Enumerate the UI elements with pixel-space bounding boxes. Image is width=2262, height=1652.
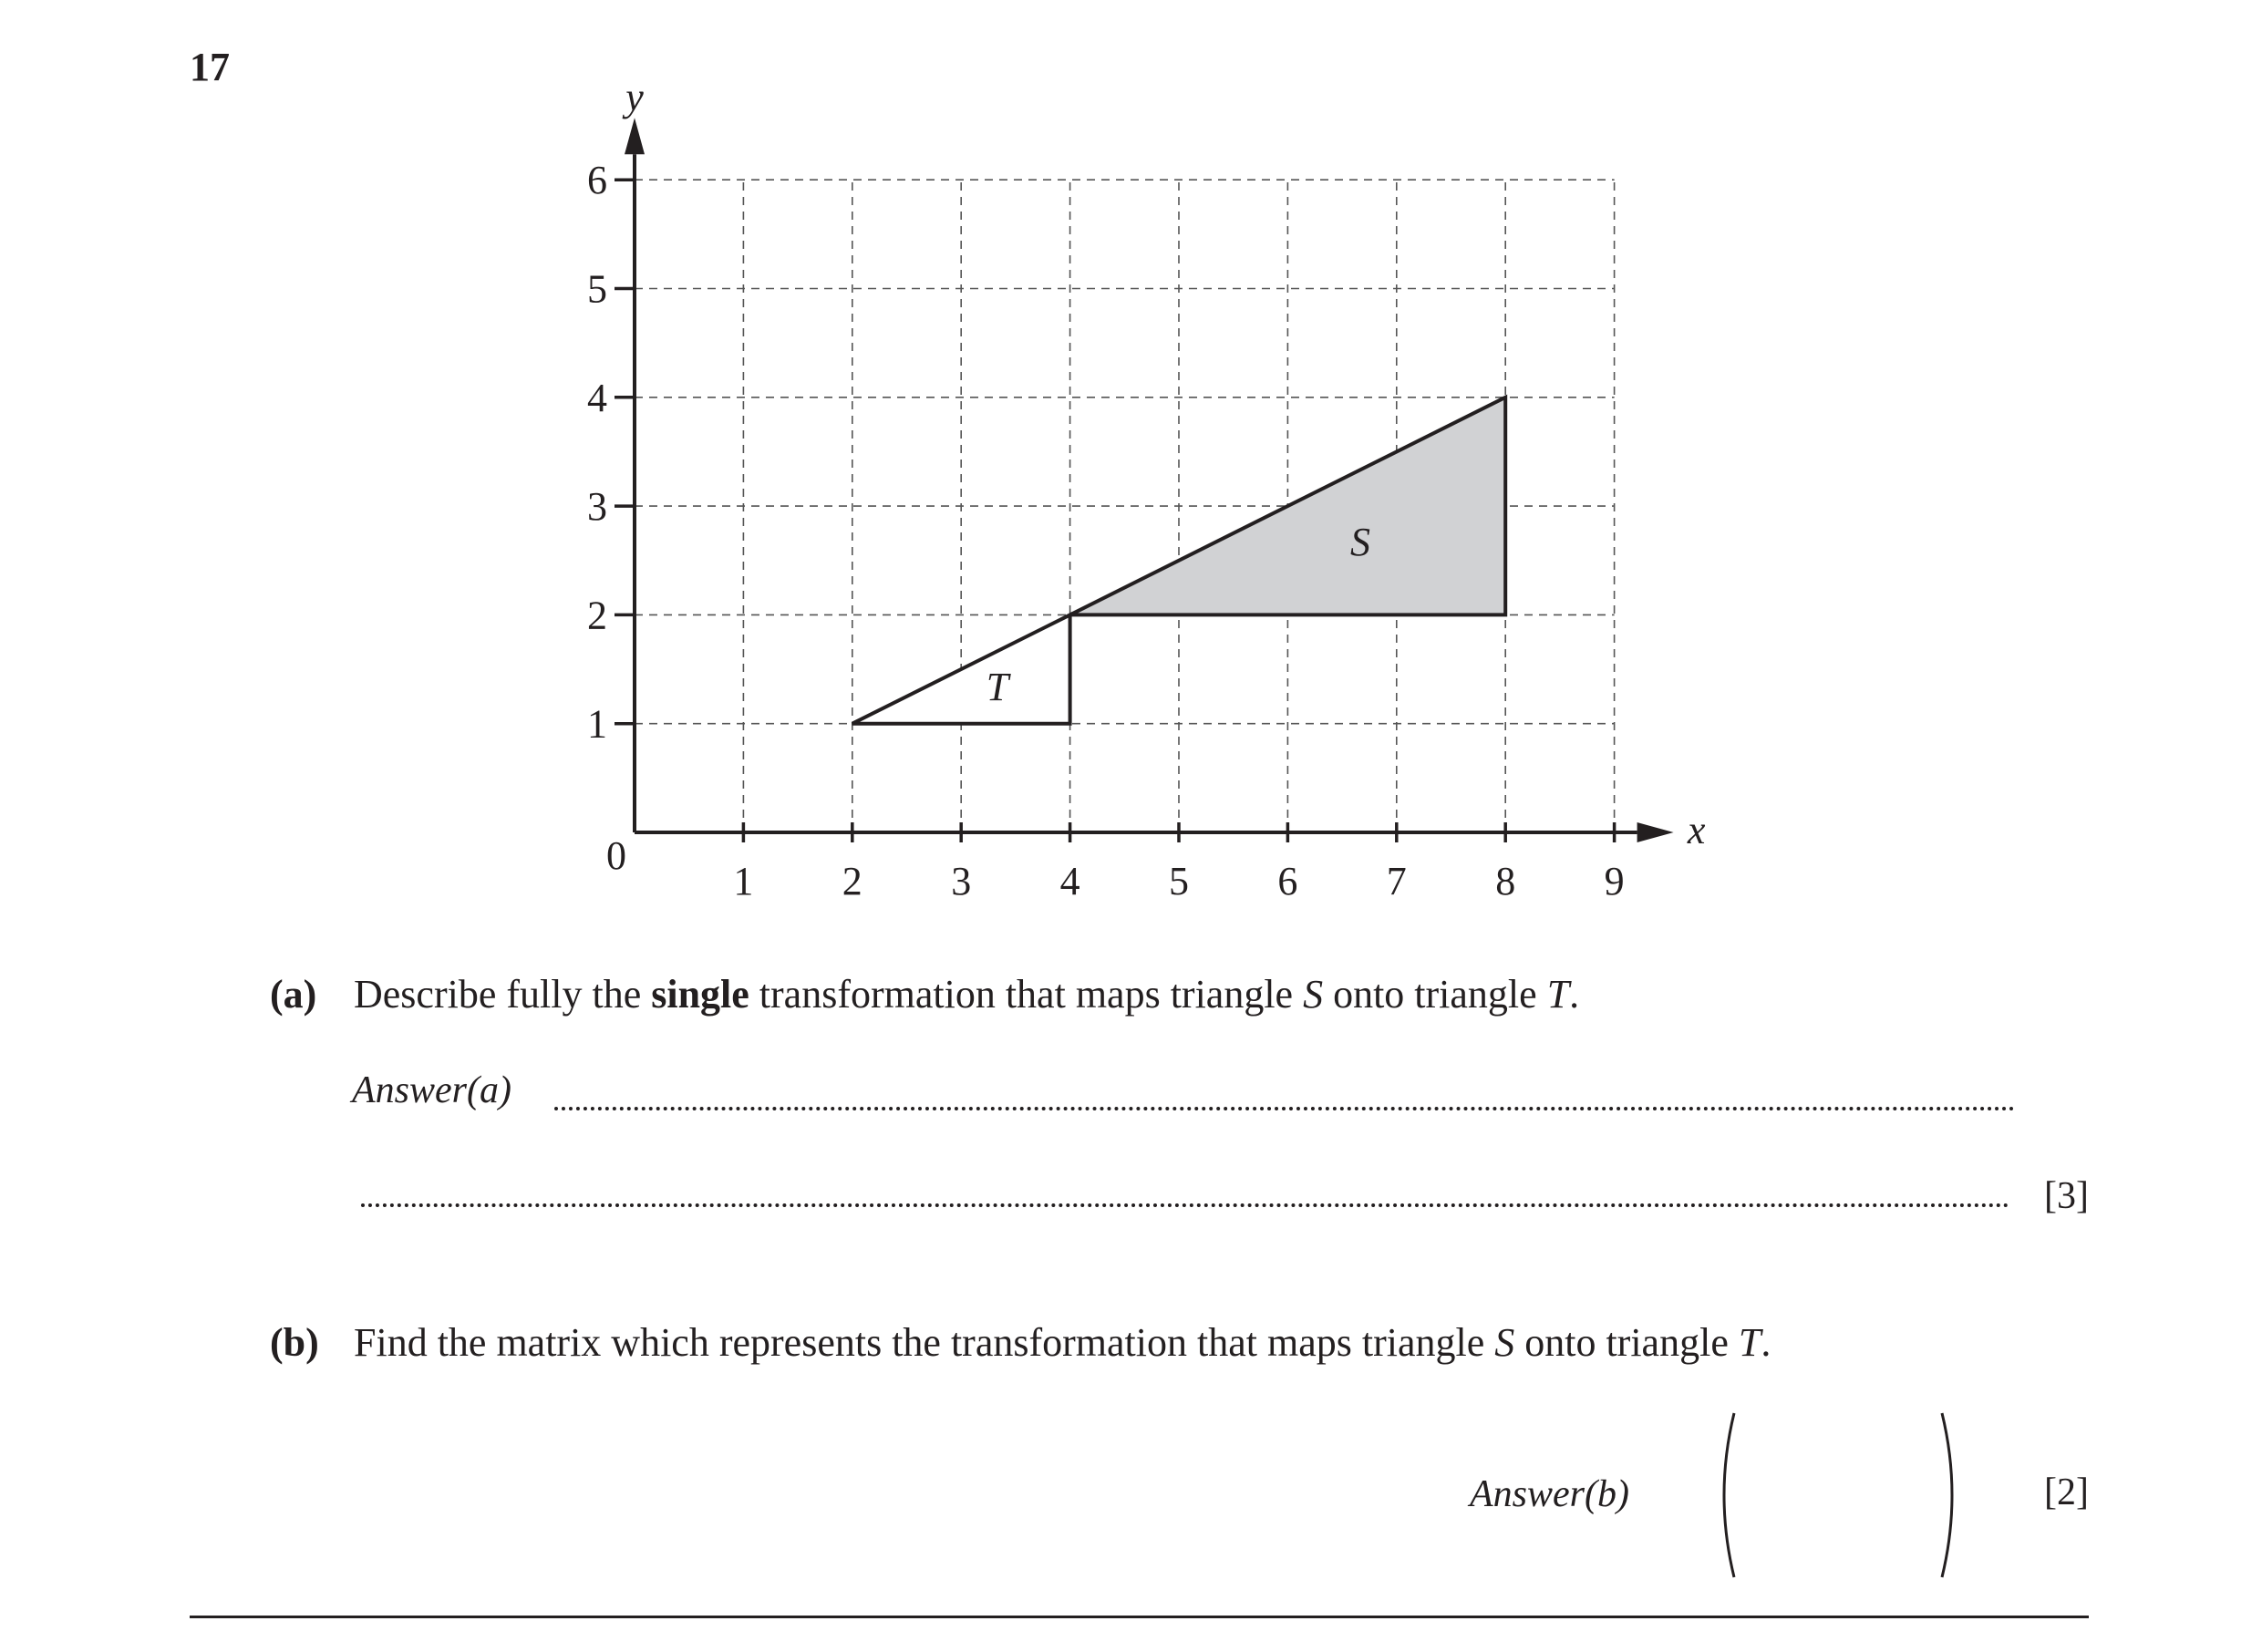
triangle-label-t: T — [986, 664, 1009, 709]
y-tick-label: 4 — [587, 375, 607, 420]
x-tick-label: 6 — [1277, 859, 1298, 903]
x-tick-label: 3 — [951, 859, 972, 903]
x-axis-label: x — [1687, 808, 1706, 852]
x-axis-arrow-icon — [1637, 822, 1674, 842]
answer-a-label: Answer(a) — [352, 1069, 511, 1111]
part-b-label: (b) — [270, 1320, 319, 1365]
y-tick-label: 5 — [587, 266, 607, 312]
bottom-rule — [190, 1616, 2089, 1618]
y-axis-arrow-icon — [625, 118, 645, 154]
y-tick-label: 2 — [587, 593, 607, 638]
question-number: 17 — [190, 45, 230, 89]
x-tick-label: 5 — [1169, 859, 1189, 903]
x-tick-label: 1 — [733, 859, 754, 903]
right-bracket — [1942, 1413, 1952, 1577]
x-tick-label: 4 — [1059, 859, 1080, 903]
coordinate-graph — [547, 75, 1706, 934]
part-b-marks: [2] — [2044, 1471, 2089, 1513]
answer-b-label: Answer(b) — [1470, 1473, 1629, 1515]
part-a-marks: [3] — [2044, 1175, 2089, 1217]
origin-label: 0 — [606, 833, 626, 878]
axes — [615, 118, 1674, 842]
triangle-t — [852, 614, 1070, 723]
answer-b-matrix-brackets[interactable] — [1714, 1404, 1988, 1586]
triangle-label-s: S — [1350, 519, 1370, 564]
answer-a-line-2[interactable] — [361, 1203, 2009, 1207]
x-tick-label: 8 — [1495, 859, 1516, 903]
part-a-label: (a) — [270, 972, 317, 1017]
x-tick-label: 9 — [1604, 859, 1625, 903]
y-tick-label: 3 — [587, 484, 607, 530]
part-a-question: Describe fully the single transformation that maps triangle S onto triangle T. — [354, 972, 1580, 1017]
y-axis-label: y — [625, 75, 644, 120]
y-tick-label: 1 — [587, 701, 607, 747]
x-tick-label: 2 — [842, 859, 862, 903]
answer-a-line-1[interactable] — [554, 1107, 2015, 1110]
left-bracket — [1724, 1413, 1734, 1577]
x-tick-label: 7 — [1386, 859, 1407, 903]
tick-labels — [587, 75, 1706, 903]
part-b-question: Find the matrix which represents the transformation that maps triangle S onto triangle T. — [354, 1320, 1771, 1365]
y-tick-label: 6 — [587, 158, 607, 203]
